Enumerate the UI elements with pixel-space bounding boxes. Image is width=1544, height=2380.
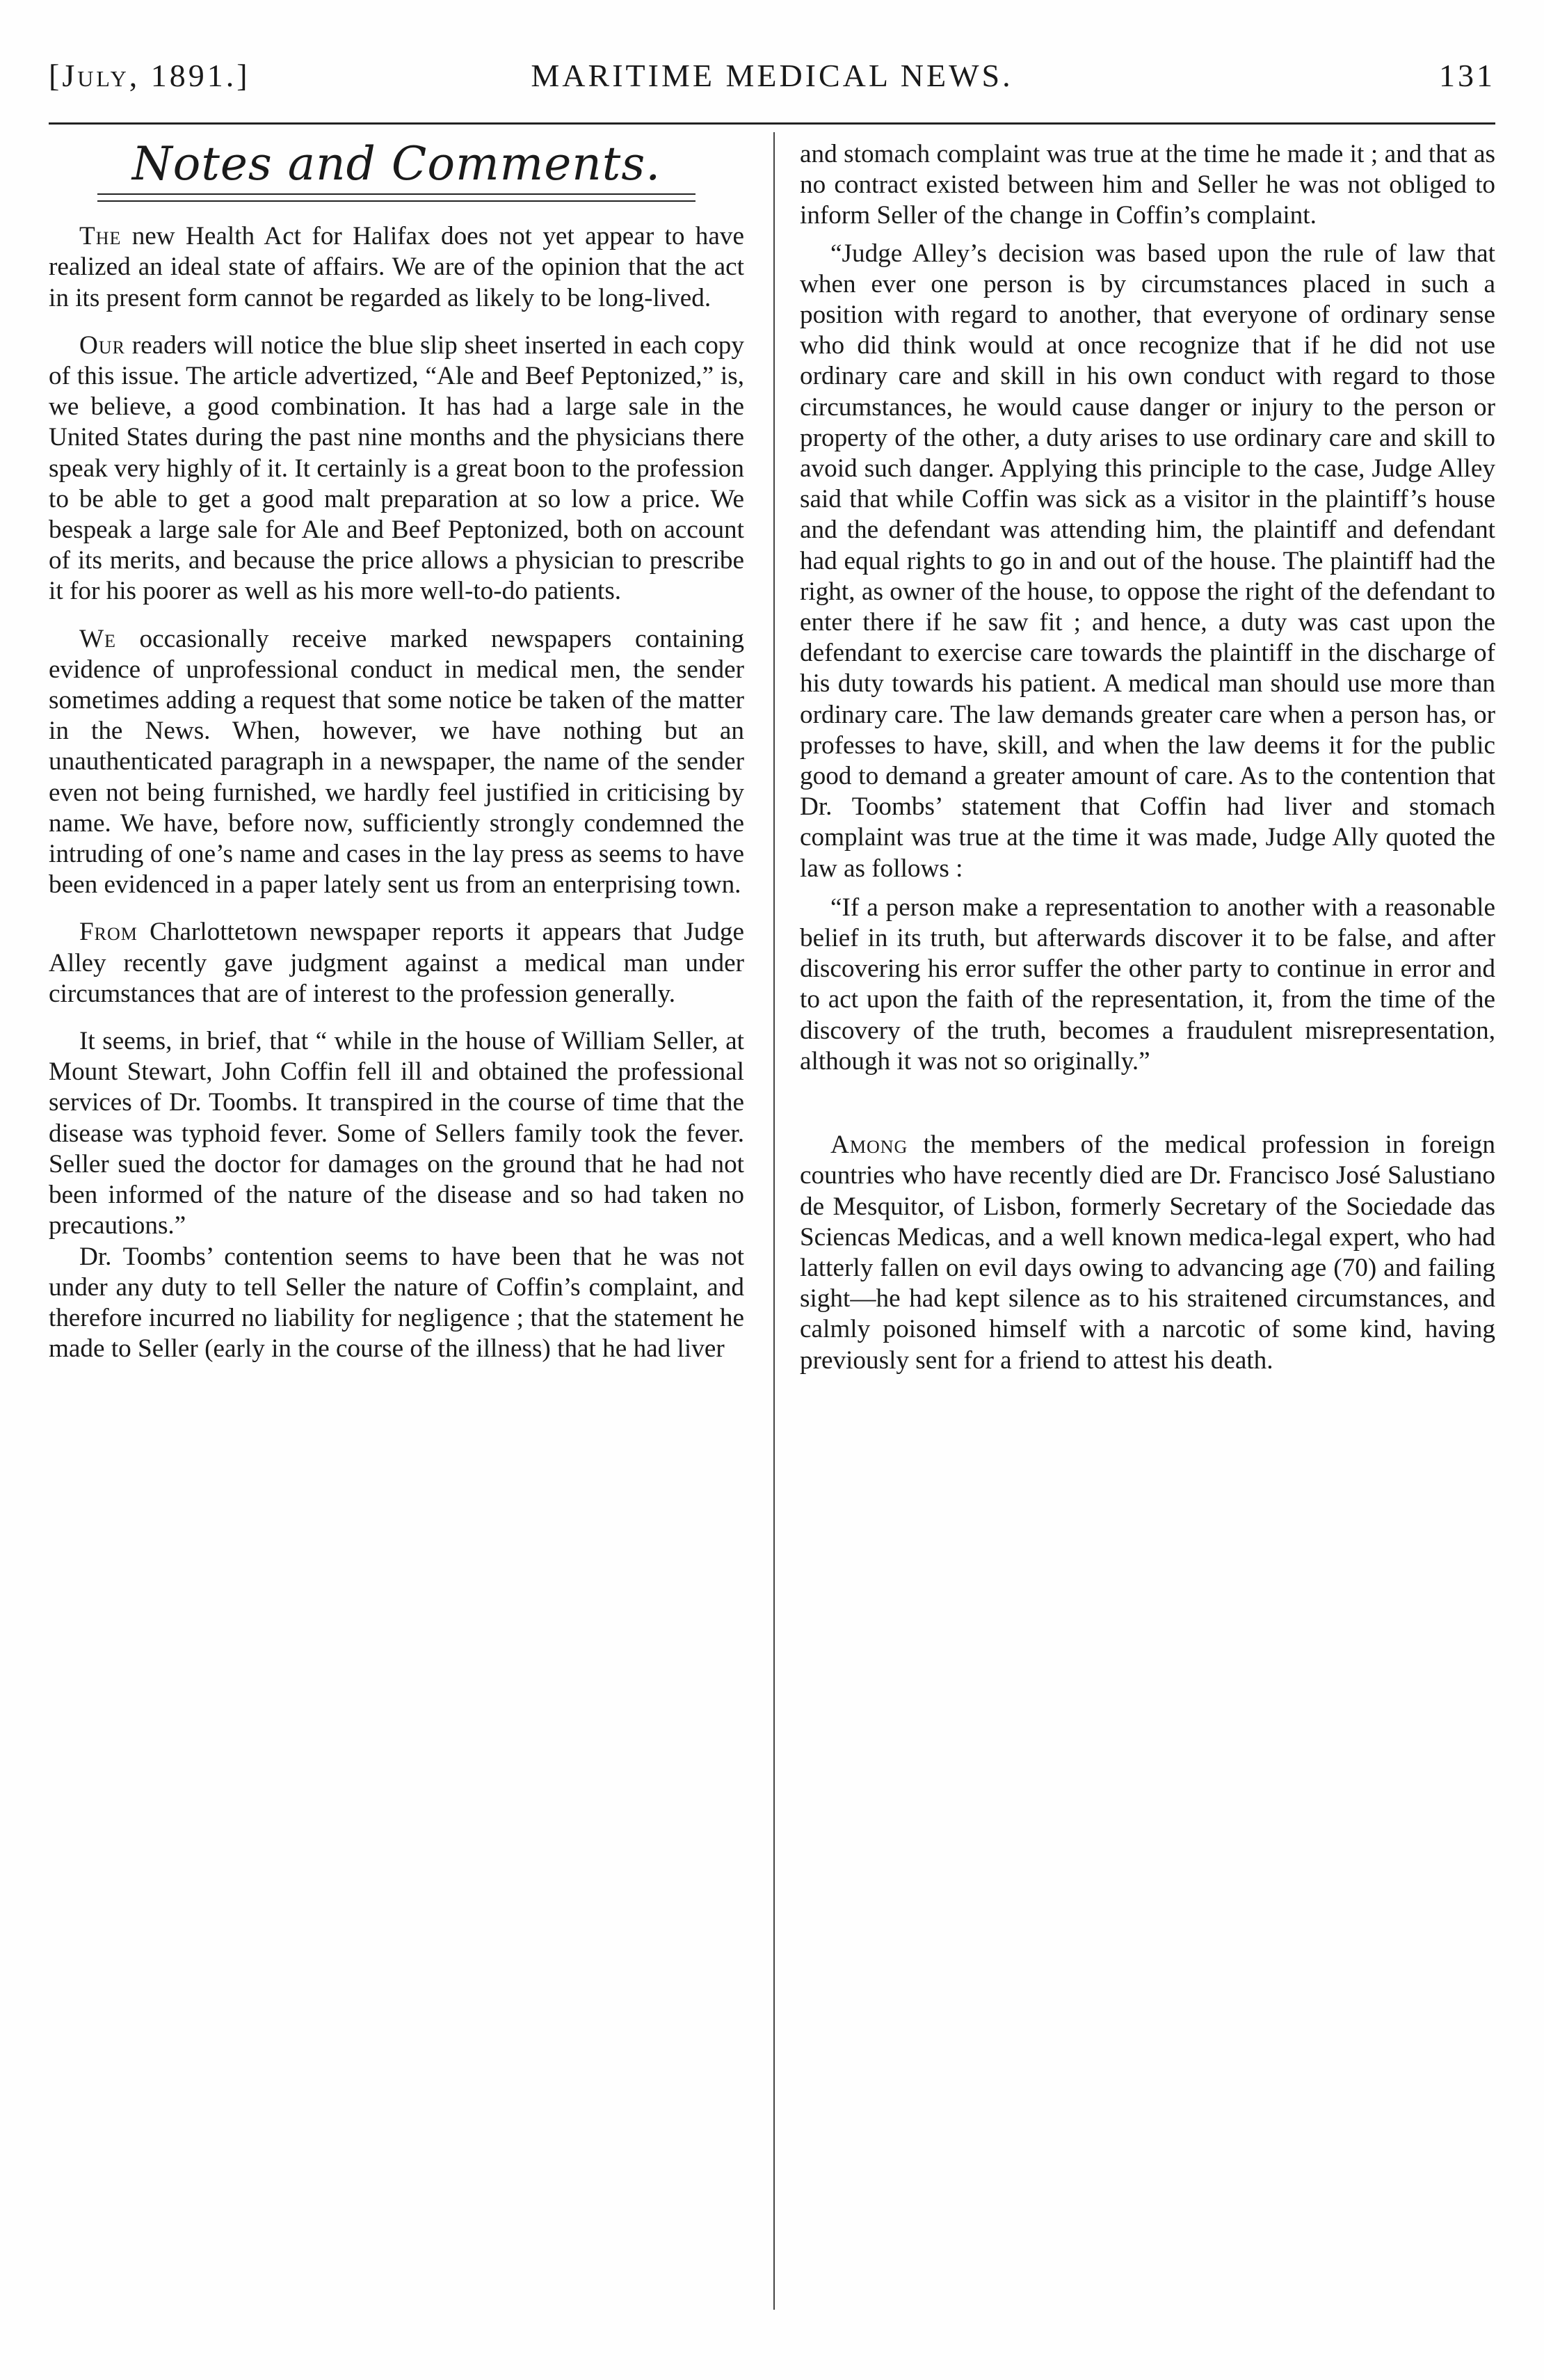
paragraph-continued: and stomach complaint was true at the time he made it ; and that as no contract existed between him and Seller he was not obliged to inform Seller of the change in Coffin’s complaint. (800, 140, 1495, 230)
paragraph-health-act (49, 221, 744, 314)
lead-word: The (79, 222, 122, 251)
lead-word: From (79, 918, 138, 947)
column-divider (773, 132, 775, 2310)
page-number: 131 (1439, 58, 1495, 93)
paragraph-toombs-contention: Dr. Toombs’ contention seems to have been that he was not under any duty to tell Seller the nature of Coffin’s complaint, and therefore incurred no liability for negligence ; that the statement he made to Seller (early in the course of the illness) that he had liver (49, 1242, 744, 1364)
issue-date: [July, 1891.] (49, 58, 250, 93)
paragraph-text: Charlottetown newspaper reports it appears that Judge Alley recently gave judgment against a medical man under circumstances that are of interest to the profession generally. (49, 918, 744, 1008)
paragraph-law-quote: “If a person make a representation to another with a reasonable belief in its truth, but afterwards discover it to be false, and after discovering his error suffer the other party to continue in error and to act upon the faith of the representation, it, from the time of the discovery of the truth, becomes a fraudulent misrepresentation, although it was not so originally.” (800, 893, 1495, 1076)
paragraph-case-brief: It seems, in brief, that “ while in the house of William Seller, at Mount Stewart, John Coffin fell ill and obtained the professional services of Dr. Toombs. It transpired in the course of time that the disease was typhoid fever. Some of Sellers family took the fever. Seller sued the doctor for damages on the ground that he had not been informed of the nature of the disease and so had taken no precautions.” (49, 1027, 744, 1240)
right-column (800, 139, 1495, 1393)
paragraph-ale-beef (49, 330, 744, 607)
header-rule (49, 122, 1495, 125)
journal-title: MARITIME MEDICAL NEWS. (531, 58, 1013, 93)
paragraph-text: readers will notice the blue slip sheet inserted in each copy of this issue. The article advertized, “Ale and Beef Peptonized,” is, we believe, a good combination. It has had a large sale in the United States during the past nine months and the physicians there speak very highly of it. It certainly is a great boon to the profession to be able to get a good malt preparation at so low a price. We bespeak a large sale for Ale and Beef Peptonized, both on account of its merits, and because the price allows a physician to prescribe it for his poorer as well as his more well-to-do patients. (49, 330, 744, 606)
paragraph-text: new Health Act for Halifax does not yet appear to have realized an ideal state of affairs. We are of the opinion that the act in its present form cannot be regarded as likely to be long-lived. (49, 222, 744, 312)
paragraph-newspapers (49, 624, 744, 901)
lead-word: Among (830, 1131, 908, 1160)
left-column (49, 139, 744, 1381)
paragraph-text: the members of the medical profession in foreign countries who have recently died are Dr. Francisco José Salustiano de Mesquitor, of Lisbon, formerly Secretary of the Sociedade das Sciencas Medicas, and a well known medica-legal expert, who had latterly fallen on evil days owing to advancing age (70) and failing sight—he had kept silence as to his straitened circumstances, and calmly poisoned himself with a narcotic of some kind, having previously sent for a friend to attest his death. (800, 1131, 1495, 1375)
paragraph-decision: “Judge Alley’s decision was based upon the rule of law that when ever one person is by circumstances placed in such a position with regard to another, that everyone of ordinary sense who did think would at once recognize that if he did not use ordinary care and skill in his own conduct with regard to those circumstances, he would cause danger or injury to the person or property of the other, a duty arises to use ordinary care and skill to avoid such danger. Applying this principle to the case, Judge Alley said that while Coffin was sick as a visitor in the plaintiff’s house and the defendant was attending him, the plaintiff and defendant had equal rights to go in and out of the house. The plaintiff had the right, as owner of the house, to oppose the right of the defendant to enter there if he saw fit ; and hence, a duty was cast upon the defendant to exercise care towards the plaintiff in the discharge of his duty towards his patient. A medical man should use more than ordinary care. The law demands greater care when a person has, or professes to have, skill, and when the law deems it for the public good to demand a greater amount of care. As to the contention that Dr. Toombs’ statement that Coffin had liver and stomach complaint was true at the time it was made, Judge Ally quoted the law as follows : (800, 239, 1495, 883)
paragraph-obituary (800, 1130, 1495, 1376)
lead-word: We (79, 624, 116, 653)
paragraph-text: occasionally receive marked newspapers containing evidence of unprofessional conduct in medical men, the sender sometimes adding a request that some notice be taken of the matter in the News. When, however, we have nothing but an unauthenticated paragraph in a newspaper, the name of the sender even not being furnished, we hardly feel justified in criticising by name. We have, before now, sufficiently strongly condemned the intruding of one’s name and cases in the lay press as seems to have been evidenced in a paper lately sent us from an enterprising town. (49, 624, 744, 900)
section-title: Notes and Comments. (131, 137, 661, 191)
page-header (49, 43, 1495, 106)
title-double-rule (97, 193, 695, 202)
lead-word: Our (79, 330, 125, 360)
paragraph-judge-alley (49, 917, 744, 1009)
